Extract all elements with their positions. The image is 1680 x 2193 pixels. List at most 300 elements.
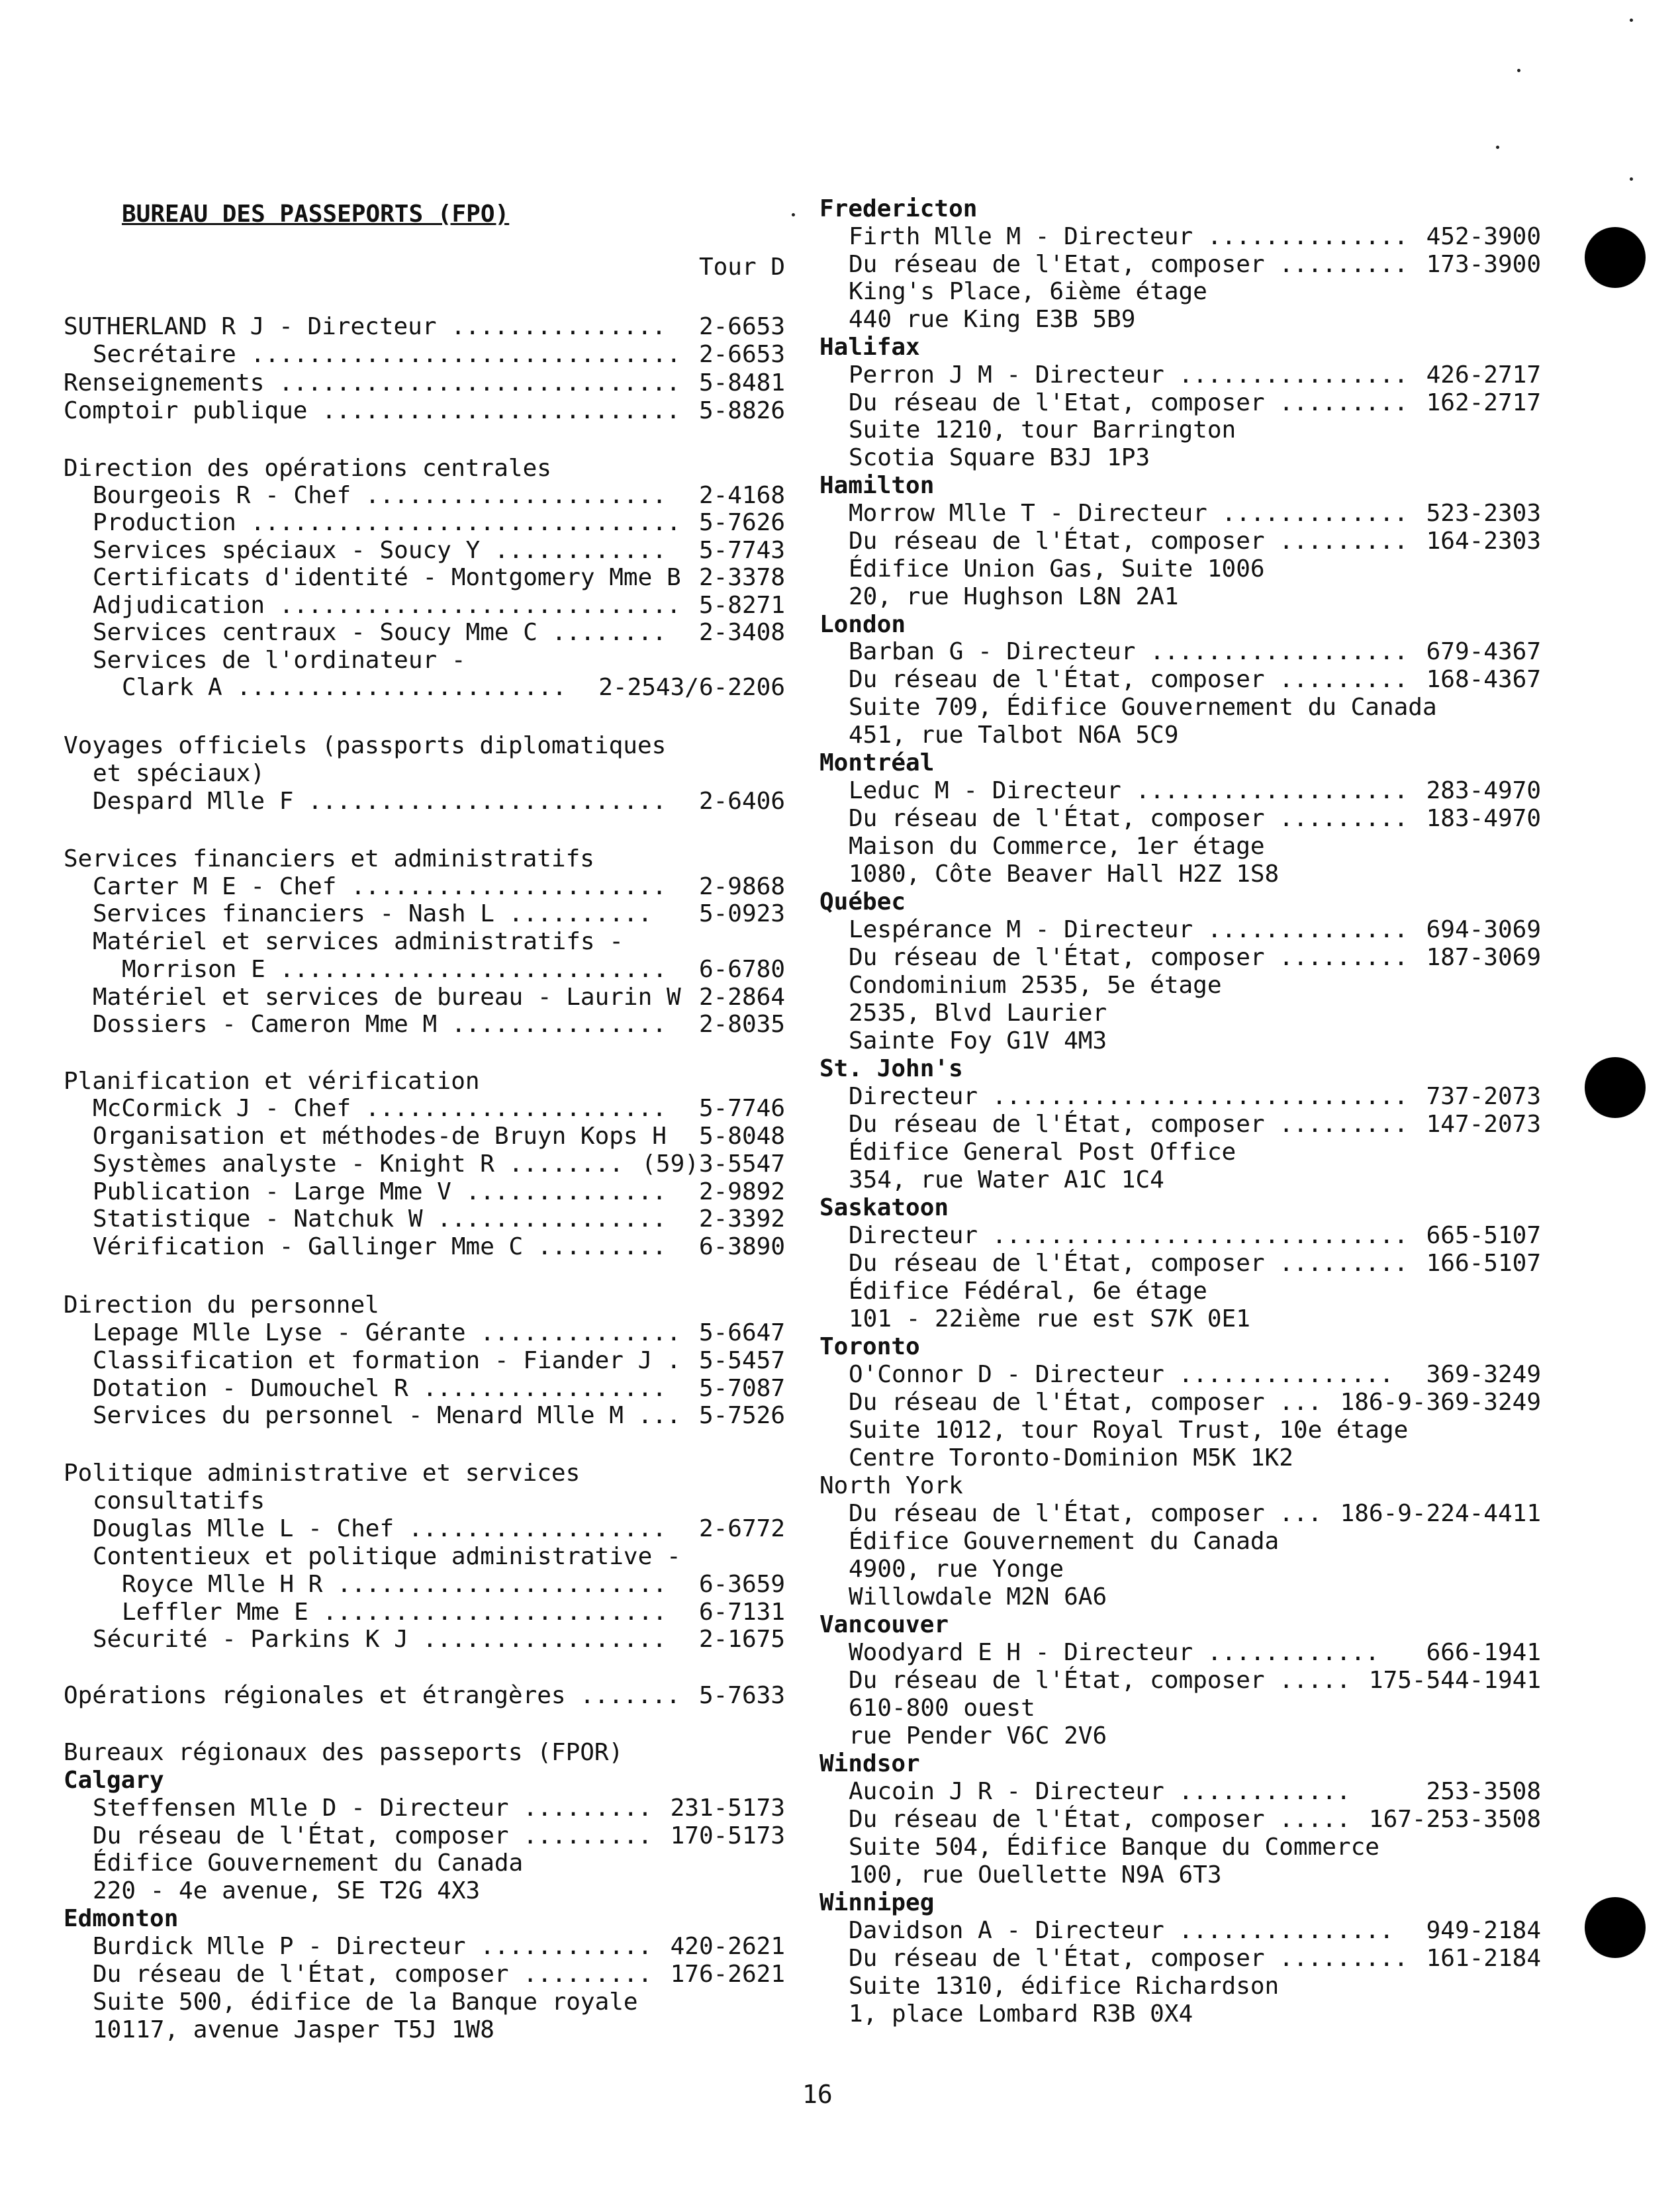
directory-line [819,222,1541,252]
entry-number: 164-2303 [1426,528,1541,555]
entry-label: Morrison E ........................... [122,956,667,983]
directory-line [819,1694,1541,1723]
entry-label: Dossiers - Cameron Mme M ............... [93,1011,667,1038]
entry-number: 166-5107 [1426,1250,1541,1277]
entry-number: (59)3-5547 [641,1150,785,1178]
directory-line [819,1527,1541,1556]
binder-hole [1585,1057,1646,1118]
entry-label: 354, rue Water A1C 1C4 [849,1166,1164,1193]
directory-line [64,1010,785,1039]
directory-line [64,1681,785,1710]
entry-label: Du réseau de l'État, composer ......... [849,1945,1409,1972]
entry-label: Classification et formation - Fiander J . [93,1347,681,1374]
directory-line [819,499,1541,528]
directory-line [819,693,1541,722]
speck [1630,19,1633,22]
directory-line [819,1638,1541,1667]
entry-label: Édifice General Post Office [849,1139,1237,1166]
entry-label: 10117, avenue Jasper T5J 1W8 [93,2016,494,2043]
entry-number: 2-3408 [698,619,785,646]
entry-label: 2535, Blvd Laurier [849,1000,1107,1027]
entry-label: rue Pender V6C 2V6 [849,1722,1107,1750]
entry-label: Suite 500, édifice de la Banque royale [93,1988,638,2016]
entry-number: 2-2543/6-2206 [598,674,785,701]
entry-number: 5-7743 [698,537,785,564]
entry-label: Direction du personnel [64,1291,379,1319]
section-heading [819,749,1541,778]
entry-label: Calgary [64,1767,164,1794]
directory-line [64,536,785,565]
entry-label: Woodyard E H - Directeur ............ [849,1639,1379,1666]
entry-label: Morrow Mlle T - Directeur ............. [849,500,1409,527]
directory-line [819,665,1541,694]
entry-label: Fredericton [819,195,978,222]
directory-line [64,481,785,510]
section-heading [64,1904,785,1934]
entry-label: Davidson A - Directeur ............... [849,1917,1394,1944]
entry-label: Vérification - Gallinger Mme C ......... [93,1233,667,1260]
entry-label: Maison du Commerce, 1er étage [849,833,1265,860]
entry-label: Sécurité - Parkins K J ................. [93,1626,667,1653]
entry-label: Willowdale M2N 6A6 [849,1583,1107,1610]
directory-line [64,1067,785,1096]
entry-number: 253-3508 [1426,1778,1541,1805]
entry-number: 5-8271 [698,592,785,619]
directory-line [819,1027,1541,1056]
directory-line [64,1625,785,1654]
entry-label: Centre Toronto-Dominion M5K 1K2 [849,1444,1293,1471]
entry-number: 5-6647 [698,1319,785,1346]
entry-label: Du réseau de l'État, composer ......... [93,1961,653,1988]
entry-label: 220 - 4e avenue, SE T2G 4X3 [93,1877,481,1904]
section-heading [819,1610,1541,1640]
entry-number: 2-9892 [698,1178,785,1205]
entry-label: Directeur ............................. [849,1222,1409,1249]
directory-line [64,1849,785,1878]
entry-label: Édifice Union Gas, Suite 1006 [849,555,1265,583]
directory-line [64,312,785,342]
entry-number: 2-6653 [698,341,785,368]
directory-line [64,731,785,761]
directory-line [819,1444,1541,1473]
directory-line [819,915,1541,945]
directory-line [819,1277,1541,1306]
directory-line [64,1877,785,1906]
entry-label: Publication - Large Mme V .............. [93,1178,667,1205]
directory-line [819,721,1541,750]
entry-label: Du réseau de l'État, composer ......... [93,1822,653,1849]
entry-label: Opérations régionales et étrangères ....... [64,1682,680,1709]
directory-line [819,971,1541,1000]
entry-number: 2-4168 [698,482,785,509]
entry-label: Du réseau de l'État, composer ......... [849,805,1409,832]
entry-label: Statistique - Natchuk W ................ [93,1205,667,1233]
entry-label: Voyages officiels (passports diplomatiques [64,732,667,759]
entry-number: 2-8035 [698,1011,785,1038]
directory-line [819,389,1541,418]
section-heading [819,610,1541,639]
directory-line [64,1122,785,1151]
entry-label: McCormick J - Chef ..................... [93,1095,667,1122]
entry-label: Édifice Gouvernement du Canada [849,1528,1280,1555]
entry-number: 5-5457 [698,1347,785,1374]
entry-label: Condominium 2535, 5e étage [849,972,1222,999]
page-title [64,200,785,229]
directory-line [64,955,785,984]
entry-number: 369-3249 [1426,1361,1541,1388]
entry-label: Bureaux régionaux des passeports (FPOR) [64,1739,624,1766]
directory-line [64,1319,785,1348]
entry-number: 231-5173 [670,1795,785,1822]
entry-number: 452-3900 [1426,223,1541,250]
entry-label: Édifice Fédéral, 6e étage [849,1278,1207,1305]
entry-number: 2-6772 [698,1515,785,1542]
entry-label: Firth Mlle M - Directeur .............. [849,223,1409,250]
entry-number: 6-7131 [698,1599,785,1626]
directory-line [64,1932,785,1961]
entry-number: 161-2184 [1426,1945,1541,1972]
entry-label: Barban G - Directeur .................. [849,638,1409,665]
entry-label: Direction des opérations centrales [64,455,551,482]
directory-line [64,1794,785,1823]
entry-label: Comptoir publique ......................... [64,397,680,424]
entry-label: Services financiers et administratifs [64,845,594,872]
directory-line [819,527,1541,556]
entry-number: 694-3069 [1426,916,1541,943]
directory-line [64,369,785,398]
directory-line [819,1972,1541,2001]
directory-line [64,397,785,426]
directory-line [64,927,785,957]
directory-line [64,454,785,483]
entry-label: Adjudication ............................ [93,592,681,619]
section-heading [819,1332,1541,1362]
entry-label: 4900, rue Yonge [849,1556,1064,1583]
directory-line [819,804,1541,833]
directory-line [64,787,785,816]
directory-line [64,1988,785,2017]
directory-line [819,1471,1541,1501]
entry-label: Clark A ....................... [122,674,567,701]
directory-line [819,1722,1541,1751]
directory-line [64,340,785,369]
entry-number: 949-2184 [1426,1917,1541,1944]
entry-label: Du réseau de l'État, composer ......... [849,1111,1409,1138]
directory-line [819,416,1541,445]
entry-label: Politique administrative et services [64,1460,581,1487]
entry-label: Hamilton [819,472,935,499]
entry-label: Suite 1012, tour Royal Trust, 10e étage [849,1417,1409,1444]
directory-line [64,1346,785,1376]
speck [1517,69,1520,72]
entry-label: Leffler Mme E ........................ [122,1599,667,1626]
entry-number: 2-9868 [698,873,785,900]
entry-label: North York [819,1472,963,1499]
directory-line [819,1916,1541,1945]
entry-label: Du réseau de l'État, composer ......... [849,1250,1409,1277]
section-heading [819,1889,1541,1918]
entry-number: 186-9-224-4411 [1340,1500,1541,1527]
speck [792,213,795,216]
directory-line [819,250,1541,279]
entry-label: 1, place Lombard R3B 0X4 [849,2000,1193,2028]
directory-line [64,1738,785,1767]
entry-label: Douglas Mlle L - Chef .................. [93,1515,667,1542]
entry-label: Services centraux - Soucy Mme C ........ [93,619,667,646]
entry-label: Winnipeg [819,1889,935,1916]
entry-number: 176-2621 [670,1961,785,1988]
entry-number: 665-5107 [1426,1222,1541,1249]
speck [1630,177,1633,181]
directory-line [819,1499,1541,1528]
entry-number: 168-4367 [1426,666,1541,693]
entry-number: 173-3900 [1426,251,1541,278]
directory-line [64,253,785,282]
entry-label: Halifax [819,334,920,361]
entry-label: Services spéciaux - Soucy Y ............ [93,537,667,564]
entry-label: Despard Mlle F ......................... [93,788,667,815]
entry-number: 2-3392 [698,1205,785,1233]
entry-number: Tour D [698,254,785,281]
entry-label: St. John's [819,1055,963,1082]
entry-number: 187-3069 [1426,944,1541,971]
entry-label: London [819,611,906,638]
entry-label: Suite 504, Édifice Banque du Commerce [849,1834,1379,1861]
entry-label: Du réseau de l'État, composer ......... [849,528,1409,555]
directory-line [64,563,785,592]
directory-line [64,1459,785,1488]
entry-label: Directeur ............................. [849,1083,1409,1110]
directory-line [819,999,1541,1028]
directory-line [64,1291,785,1320]
entry-number: 2-6406 [698,788,785,815]
entry-number: 2-2864 [698,984,785,1011]
entry-number: 523-2303 [1426,500,1541,527]
entry-label: 20, rue Hughson L8N 2A1 [849,583,1179,610]
entry-label: Matériel et services de bureau - Laurin W [93,984,681,1011]
entry-number: 5-8826 [698,397,785,424]
entry-label: 451, rue Talbot N6A 5C9 [849,722,1179,749]
entry-number: 2-3378 [698,564,785,591]
page-number: 16 [802,2080,833,2109]
entry-number: 666-1941 [1426,1639,1541,1666]
directory-line [64,1205,785,1234]
directory-line [64,1401,785,1430]
entry-label: Dotation - Dumouchel R ................. [93,1375,667,1402]
entry-label: Bourgeois R - Chef ..................... [93,482,667,509]
entry-label: Services financiers - Nash L .......... [93,900,653,927]
directory-line [819,637,1541,667]
entry-number: 5-0923 [698,900,785,927]
section-heading [819,1193,1541,1223]
directory-line [64,1570,785,1599]
entry-label: Suite 1210, tour Barrington [849,416,1237,443]
entry-label: King's Place, 6ième étage [849,278,1207,305]
directory-line [819,361,1541,390]
entry-number: 6-6780 [698,956,785,983]
entry-label: Matériel et services administratifs - [93,928,624,955]
entry-label: Scotia Square B3J 1P3 [849,444,1150,471]
directory-line [819,943,1541,972]
entry-label: et spéciaux) [93,760,265,787]
entry-number: 737-2073 [1426,1083,1541,1110]
entry-number: 183-4970 [1426,805,1541,832]
directory-line [819,555,1541,584]
entry-label: Vancouver [819,1611,949,1638]
entry-label: Perron J M - Directeur ................ [849,361,1409,389]
section-heading [819,195,1541,224]
entry-label: Lespérance M - Directeur .............. [849,916,1409,943]
entry-label: Montréal [819,749,935,776]
entry-label: Édifice Gouvernement du Canada [93,1849,524,1877]
entry-label: 610-800 ouest [849,1695,1035,1722]
entry-label: O'Connor D - Directeur ............... [849,1361,1394,1388]
directory-line [819,1833,1541,1862]
entry-number: 5-7633 [698,1682,785,1709]
section-heading [819,1750,1541,1779]
directory-line [64,1094,785,1123]
binder-hole [1585,1897,1646,1958]
entry-number: 420-2621 [670,1933,785,1960]
entry-label: Systèmes analyste - Knight R ........ [93,1150,624,1178]
entry-number: 5-7526 [698,1402,785,1429]
directory-line [64,1374,785,1403]
directory-line [819,1416,1541,1445]
directory-line [819,1305,1541,1334]
directory-line [64,618,785,647]
directory-line [819,443,1541,473]
entry-label: Du réseau de l'État, composer ..... [849,1806,1351,1833]
directory-line [64,1515,785,1544]
entry-label: 1080, Côte Beaver Hall H2Z 1S8 [849,861,1280,888]
entry-number: 147-2073 [1426,1111,1541,1138]
entry-number: 175-544-1941 [1368,1667,1541,1694]
entry-label: Sainte Foy G1V 4M3 [849,1027,1107,1054]
entry-number: 5-7746 [698,1095,785,1122]
directory-line [64,845,785,874]
entry-label: Du réseau de l'État, composer ... [849,1500,1323,1527]
directory-line [64,1487,785,1516]
entry-number: 6-3890 [698,1233,785,1260]
directory-line [819,1777,1541,1806]
directory-line [819,2000,1541,2029]
section-heading [819,888,1541,917]
directory-line [819,305,1541,334]
entry-number: 162-2717 [1426,389,1541,416]
entry-label: Toronto [819,1333,920,1360]
entry-number: 167-253-3508 [1368,1806,1541,1833]
entry-label: Saskatoon [819,1194,949,1221]
entry-number: 2-1675 [698,1626,785,1653]
entry-label: Renseignements ............................ [64,369,680,397]
entry-number: 2-6653 [698,313,785,340]
directory-line [819,1388,1541,1417]
entry-number: 170-5173 [670,1822,785,1849]
entry-label: Royce Mlle H R ....................... [122,1571,667,1598]
entry-number: 5-8048 [698,1123,785,1150]
directory-line [819,1944,1541,1973]
directory-line [819,776,1541,806]
entry-number: 186-9-369-3249 [1340,1389,1541,1416]
entry-label: Du réseau de l'État, composer ......... [849,944,1409,971]
entry-label: Certificats d'identité - Montgomery Mme B [93,564,681,591]
entry-label: Planification et vérification [64,1068,480,1095]
directory-line [64,673,785,702]
directory-line [64,646,785,675]
directory-line [819,1221,1541,1250]
directory-line [64,1822,785,1851]
directory-line [64,1233,785,1262]
entry-label: SUTHERLAND R J - Directeur ............... [64,313,667,340]
entry-label: Organisation et méthodes-de Bruyn Kops H [93,1123,667,1150]
directory-line [819,832,1541,861]
directory-line [64,1960,785,1989]
entry-label: Lepage Mlle Lyse - Gérante .............. [93,1319,681,1346]
entry-label: Du réseau de l'Etat, composer ......... [849,251,1409,278]
directory-line [64,872,785,902]
entry-number: 426-2717 [1426,361,1541,389]
directory-line [64,1150,785,1179]
directory-line [819,1249,1541,1278]
directory-line [819,1805,1541,1834]
directory-line [64,983,785,1012]
entry-label: Services du personnel - Menard Mlle M ... [93,1402,681,1429]
entry-label: Services de l'ordinateur - [93,647,466,674]
directory-line [819,1555,1541,1584]
entry-label: Québec [819,888,906,915]
entry-label: Leduc M - Directeur ................... [849,777,1409,804]
directory-line [64,2016,785,2045]
directory-line [64,1598,785,1627]
directory-line [819,1110,1541,1139]
entry-label: consultatifs [93,1487,265,1515]
directory-line [819,1082,1541,1111]
entry-label: Carter M E - Chef ...................... [93,873,667,900]
directory-line [819,860,1541,889]
directory-line [64,900,785,929]
entry-label: Du réseau de l'État, composer ..... [849,1667,1351,1694]
entry-label: 440 rue King E3B 5B9 [849,306,1136,333]
entry-number: 283-4970 [1426,777,1541,804]
speck [1496,146,1499,149]
entry-label: Contentieux et politique administrative - [93,1543,681,1570]
directory-line [819,583,1541,612]
directory-line [819,1360,1541,1389]
entry-label: Suite 709, Édifice Gouvernement du Canada [849,694,1437,721]
directory-line [819,1166,1541,1195]
entry-label: Du réseau de l'État, composer ......... [849,666,1409,693]
directory-line [819,1666,1541,1695]
entry-label: 101 - 22ième rue est S7K 0E1 [849,1305,1250,1332]
directory-line [819,1138,1541,1167]
entry-label: Edmonton [64,1905,179,1932]
entry-number: 6-3659 [698,1571,785,1598]
entry-label: Du réseau de l'État, composer ... [849,1389,1323,1416]
directory-line [64,508,785,537]
page-title-text: BUREAU DES PASSEPORTS (FPO) [122,201,510,228]
section-heading [819,471,1541,500]
directory-line [819,277,1541,306]
directory-line [64,1178,785,1207]
directory-line [64,759,785,788]
directory-line [819,1861,1541,1890]
entry-label: Secrétaire .............................. [93,341,681,368]
entry-number: 5-8481 [698,369,785,397]
entry-label: Aucoin J R - Directeur ............ [849,1778,1351,1805]
section-heading [819,1054,1541,1084]
entry-label: 100, rue Ouellette N9A 6T3 [849,1861,1222,1889]
entry-number: 679-4367 [1426,638,1541,665]
